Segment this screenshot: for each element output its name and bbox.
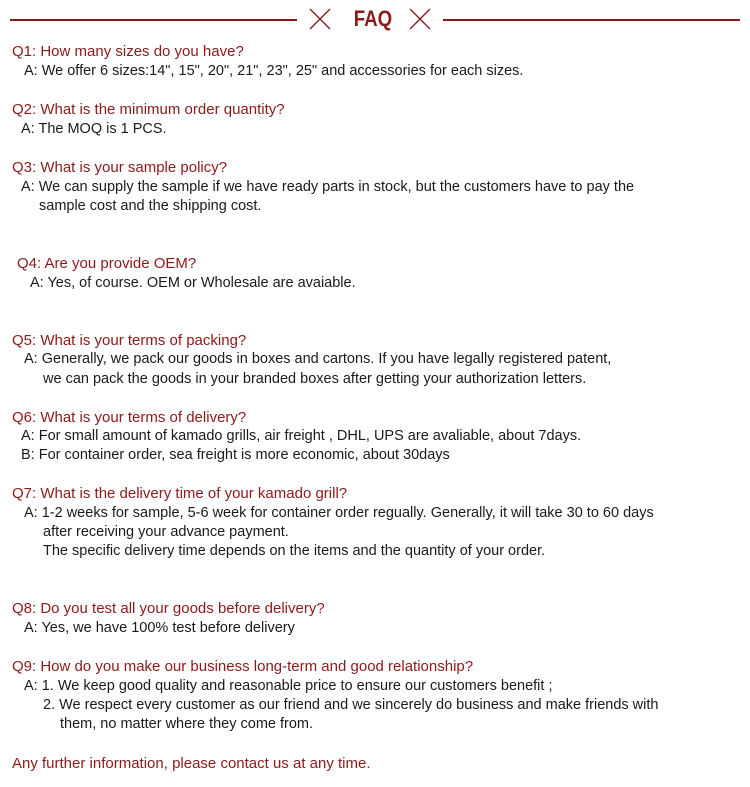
faq-answer: A: The MOQ is 1 PCS. (21, 121, 167, 137)
faq-answer: A: 1-2 weeks for sample, 5-6 week for container order regually. Generally, it will take 30 to 60 days (24, 505, 654, 521)
faq-question: Q9: How do you make our business long-term and good relationship? (12, 658, 474, 675)
x-cross-icon (409, 8, 431, 30)
header-rule-right (443, 19, 740, 21)
faq-header (0, 0, 750, 40)
faq-answer: A: We can supply the sample if we have ready parts in stock, but the customers have to pay the (21, 179, 635, 195)
faq-answer: A: For small amount of kamado grills, air freight , DHL, UPS are avaliable, about 7days. (21, 428, 582, 444)
faq-answer-continued: The specific delivery time depends on the items and the quantity of your order. (43, 543, 546, 559)
faq-question: Q7: What is the delivery time of your kamado grill? (12, 485, 348, 502)
faq-answer: B: For container order, sea freight is more economic, about 30days (21, 447, 450, 463)
faq-question: Q8: Do you test all your goods before delivery? (12, 600, 325, 617)
faq-answer-continued: 2. We respect every customer as our friend and we sincerely do business and make friends with (43, 697, 659, 713)
faq-answer: A: Yes, of course. OEM or Wholesale are avaiable. (30, 275, 356, 291)
page-title: FAQ (353, 6, 393, 31)
faq-answer-continued: them, no matter where they come from. (60, 716, 314, 732)
faq-question: Q3: What is your sample policy? (12, 159, 228, 176)
faq-question: Q1: How many sizes do you have? (12, 43, 244, 60)
faq-answer-continued: sample cost and the shipping cost. (39, 198, 262, 214)
faq-answer-continued: after receiving your advance payment. (43, 524, 289, 540)
faq-answer: A: 1. We keep good quality and reasonable price to ensure our customers benefit ; (24, 678, 553, 694)
faq-question: Q4: Are you provide OEM? (17, 255, 197, 272)
faq-answer-continued: we can pack the goods in your branded boxes after getting your authorization letters. (43, 371, 587, 387)
contact-note: Any further information, please contact us at any time. (12, 755, 371, 772)
faq-answer: A: Yes, we have 100% test before delivery (24, 620, 295, 636)
faq-answer: A: We offer 6 sizes:14", 15", 20", 21", 23", 25" and accessories for each sizes. (24, 63, 524, 79)
x-cross-icon (309, 8, 331, 30)
faq-answer: A: Generally, we pack our goods in boxes and cartons. If you have legally registered patent, (24, 351, 612, 367)
faq-question: Q6: What is your terms of delivery? (12, 409, 247, 426)
faq-question: Q5: What is your terms of packing? (12, 332, 247, 349)
faq-question: Q2: What is the minimum order quantity? (12, 101, 285, 118)
header-rule-left (10, 19, 297, 21)
